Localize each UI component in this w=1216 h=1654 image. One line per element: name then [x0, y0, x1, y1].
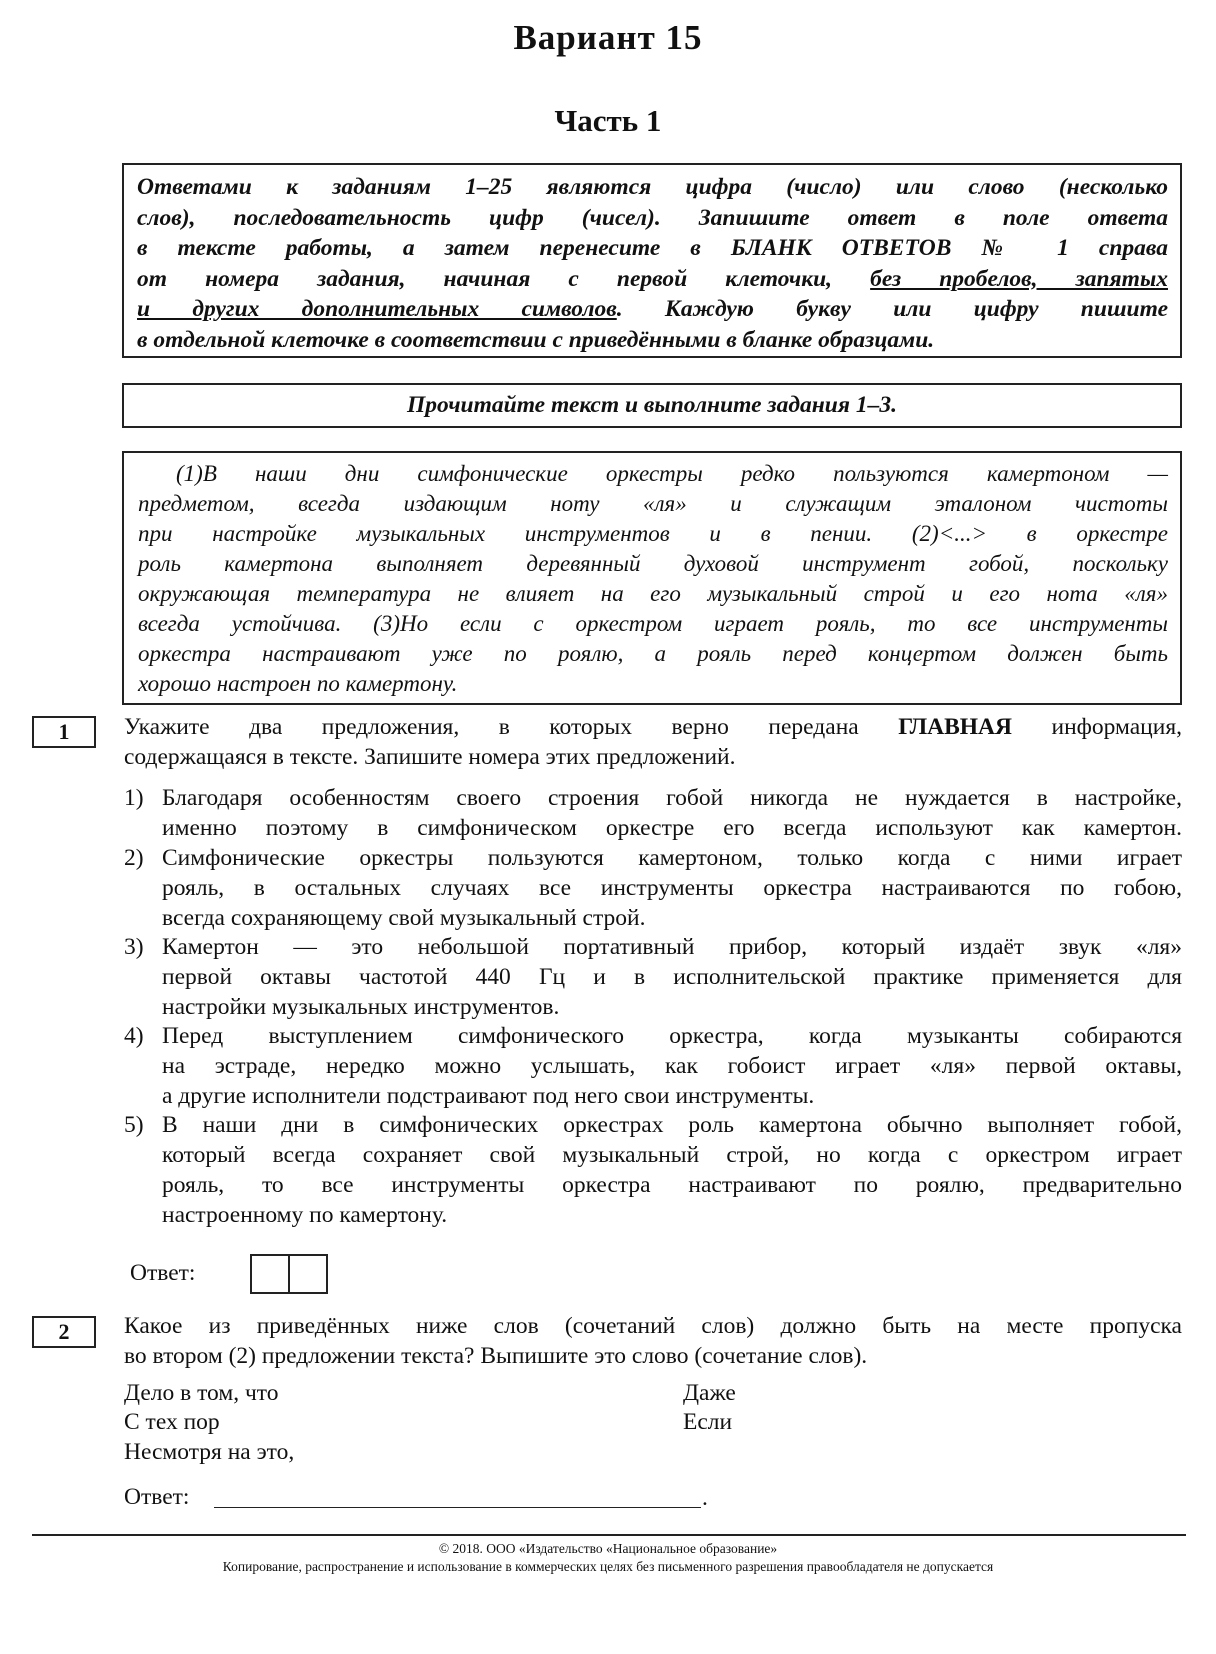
- option-3: [124, 932, 1182, 1022]
- task2-question: [124, 1311, 1182, 1371]
- option-2: [124, 843, 1182, 933]
- instructions-line: [137, 264, 1168, 295]
- option-line: рояль, в остальных случаях все инструменты оркестра настраиваются по гобою,: [162, 875, 1182, 901]
- option-line: рояль, то все инструменты оркестра настраивают по роялю, предварительно: [162, 1172, 1182, 1198]
- instructions-line: слов), последовательность цифр (чисел). Запишите ответ в поле ответа: [137, 204, 1168, 231]
- option-line: Камертон — это небольшой портативный прибор, который издаёт звук «ля»: [162, 934, 1182, 960]
- instructions-box: [122, 163, 1182, 358]
- instructions-line: Ответами к заданиям 1–25 являются цифра (число) или слово (несколько: [137, 174, 1168, 200]
- footer-copyright: © 2018. ООО «Издательство «Национальное образование»: [438, 1541, 778, 1556]
- task-number-1: 1: [32, 716, 96, 748]
- option-5: [124, 1110, 1182, 1230]
- instructions-underlined: и других дополнительных символов: [137, 296, 617, 322]
- instructions-text: . Каждую букву или цифру пишите: [616, 296, 1168, 322]
- instructions-underlined: без пробелов, запятых: [870, 265, 1169, 292]
- passage-line: при настройке музыкальных инструментов и в пении. (2)<...> в оркестре: [138, 521, 1168, 546]
- option-line: В наши дни в симфонических оркестрах роль камертона обычно выполняет гобой,: [162, 1112, 1182, 1138]
- read-prompt-box: Прочитайте текст и выполните задания 1–3.: [122, 383, 1182, 428]
- option-line: а другие исполнители подстраивают под него свои инструменты.: [162, 1083, 815, 1109]
- question-line: [124, 712, 1182, 742]
- option-line: первой октавы частотой 440 Гц и в исполнительской практике применяется для: [162, 964, 1182, 990]
- word-option: Если: [683, 1409, 733, 1435]
- passage-box: [122, 451, 1182, 705]
- option-number: 2): [124, 845, 144, 871]
- task1-question: [124, 712, 1182, 772]
- option-number: 4): [124, 1023, 144, 1049]
- option-line: Благодаря особенностям своего строения гобой никогда не нуждается в настройке,: [162, 785, 1182, 811]
- option-1: [124, 783, 1182, 843]
- answer-cell[interactable]: [252, 1256, 288, 1292]
- answer-period: .: [702, 1485, 708, 1511]
- passage-line: оркестра настраивают уже по роялю, а рояль перед концертом должен быть: [138, 641, 1168, 666]
- answer-label-1: Ответ:: [130, 1260, 196, 1286]
- answer-label-2: Ответ:: [124, 1484, 190, 1510]
- footer-divider: [32, 1534, 1186, 1536]
- instructions-text: от номера задания, начиная с первой клеточки,: [137, 265, 833, 292]
- option-4: [124, 1021, 1182, 1111]
- answer-cell[interactable]: [288, 1256, 326, 1292]
- instructions-line: [137, 294, 1168, 325]
- option-line: который всегда сохраняет свой музыкальный строй, но когда с оркестром играет: [162, 1142, 1182, 1168]
- option-line: именно поэтому в симфоническом оркестре его всегда используют как камертон.: [162, 815, 1182, 841]
- question-line: содержащаяся в тексте. Запишите номера этих предложений.: [124, 744, 736, 770]
- question-text: Укажите два предложения, в которых верно передана: [124, 714, 859, 740]
- option-line: Симфонические оркестры пользуются камертоном, только когда с ними играет: [162, 845, 1182, 871]
- passage-line: окружающая температура не влияет на его музыкальный строй и его нота «ля»: [138, 581, 1168, 606]
- word-option: Даже: [683, 1380, 736, 1406]
- question-line: во втором (2) предложении текста? Выпишите это слово (сочетание слов).: [124, 1343, 868, 1369]
- option-line: Перед выступлением симфонического оркестра, когда музыканты собираются: [162, 1023, 1182, 1049]
- question-text: информация,: [1051, 714, 1183, 740]
- option-line: на эстраде, нередко можно услышать, как гобоист играет «ля» первой октавы,: [162, 1053, 1182, 1079]
- instructions-line: в отдельной клеточке в соответствии с приведёнными в бланке образцами.: [137, 326, 935, 353]
- option-number: 3): [124, 934, 144, 960]
- answer-line-2[interactable]: [214, 1507, 701, 1508]
- question-line: Какое из приведённых ниже слов (сочетаний слов) должно быть на месте пропуска: [124, 1313, 1182, 1339]
- word-option: Несмотря на это,: [124, 1439, 295, 1465]
- part-title: Часть 1: [554, 103, 662, 138]
- passage-line: (1)В наши дни симфонические оркестры редко пользуются камертоном —: [176, 461, 1168, 486]
- question-emphasis: ГЛАВНАЯ: [898, 714, 1012, 740]
- variant-title: Вариант 15: [513, 18, 703, 57]
- passage-line: предметом, всегда издающим ноту «ля» и служащим эталоном чистоты: [138, 491, 1168, 516]
- option-line: настройки музыкальных инструментов.: [162, 994, 560, 1020]
- answer-cells-1[interactable]: [250, 1254, 328, 1294]
- passage-line: всегда устойчива. (3)Но если с оркестром играет рояль, то все инструменты: [138, 611, 1168, 636]
- word-option: С тех пор: [124, 1409, 220, 1435]
- task-number-2: 2: [32, 1316, 96, 1348]
- option-line: настроенному по камертону.: [162, 1202, 448, 1228]
- passage-line: хорошо настроен по камертону.: [138, 671, 458, 696]
- option-number: 5): [124, 1112, 144, 1138]
- footer-notice: Копирование, распространение и использование в коммерческих целях без письменного разрешения правообладателя не допускается: [222, 1559, 994, 1574]
- instructions-line: в тексте работы, а затем перенесите в БЛАНК ОТВЕТОВ № 1 справа: [137, 235, 1168, 261]
- option-line: всегда сохраняющему свой музыкальный строй.: [162, 905, 646, 931]
- passage-line: роль камертона выполняет деревянный духовой инструмент гобой, поскольку: [138, 551, 1168, 576]
- word-option: Дело в том, что: [124, 1380, 279, 1406]
- option-number: 1): [124, 785, 144, 811]
